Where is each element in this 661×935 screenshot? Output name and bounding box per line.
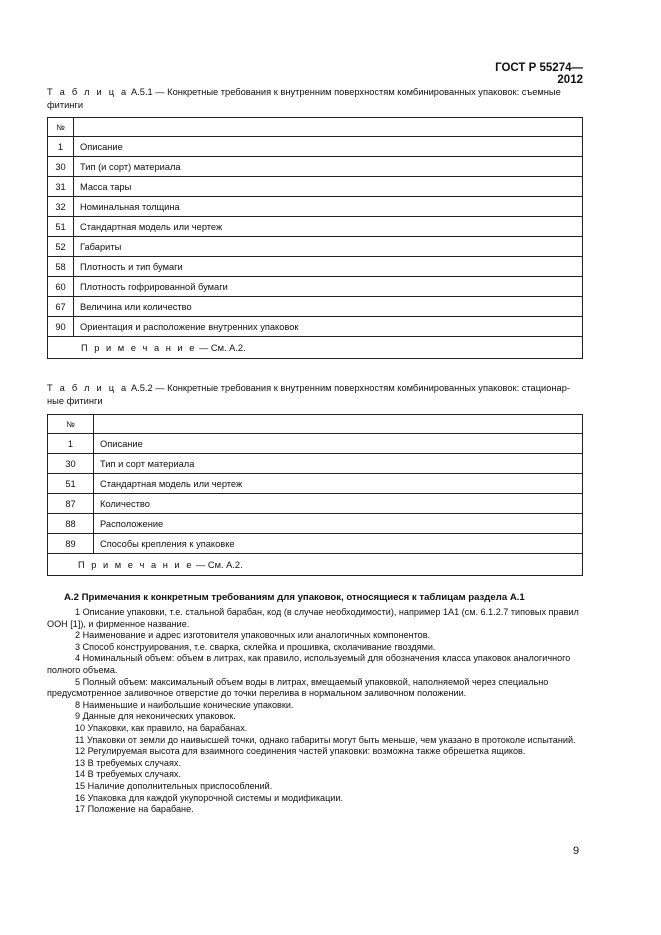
row-num: 87 [48, 494, 94, 514]
table-row [48, 454, 583, 474]
table-row [48, 237, 583, 257]
list-item: 9 Данные для неконических упаковок. [75, 711, 236, 722]
table-row [48, 277, 583, 297]
row-text: Стандартная модель или чертеж [74, 217, 583, 237]
row-num: 90 [48, 317, 74, 337]
table-row [48, 534, 583, 554]
row-text: Габариты [74, 237, 583, 257]
table-row [48, 317, 583, 337]
row-num: 58 [48, 257, 74, 277]
list-item: 15 Наличие дополнительных приспособлений. [75, 780, 273, 791]
list-item: 4 Номинальный объем: объем в литрах, как правило, используемый для обозначения класса упаковок аналогичного полного объема. [47, 653, 571, 675]
note-text: — См. А.2. [195, 559, 243, 570]
row-text: Количество [94, 494, 583, 514]
table-row [48, 177, 583, 197]
table2-col-num: № [48, 415, 94, 434]
table-row [48, 217, 583, 237]
table1-note [48, 337, 583, 359]
table-row [48, 297, 583, 317]
table2-note [48, 554, 583, 576]
table-row [48, 494, 583, 514]
table2 [47, 414, 583, 576]
row-num: 30 [48, 157, 74, 177]
list-item: 3 Способ конструирования, т.е. сварка, склейка и прошивка, сколачивание гвоздями. [75, 641, 436, 652]
table2-caption-line2: ные фитинги [47, 396, 103, 406]
row-num: 1 [48, 434, 94, 454]
table1-col-num: № [48, 118, 74, 137]
list-item: 13 В требуемых случаях. [75, 757, 181, 768]
row-num: 31 [48, 177, 74, 197]
table-row [48, 514, 583, 534]
table-row [48, 157, 583, 177]
table1 [47, 117, 583, 359]
table1-caption-line2: фитинги [47, 100, 84, 110]
list-item: 12 Регулируемая высота для взаимного соединения частей упаковки: возможна также обрешетка ящиков. [75, 746, 526, 757]
table1-caption [47, 86, 583, 112]
table2-col-desc [94, 415, 583, 434]
list-item: 5 Полный объем: максимальный объем воды в литрах, вмещаемый упаковкой, наполняемой через специально предусмотренное заливочное отверстие до точки перелива в нормальном заливочном положении. [47, 676, 549, 699]
notes-list [47, 607, 583, 816]
table-row [48, 197, 583, 217]
table1-header-row [48, 118, 583, 137]
row-text: Плотность гофрированной бумаги [74, 277, 583, 297]
row-text: Масса тары [74, 177, 583, 197]
row-num: 89 [48, 534, 94, 554]
row-num: 67 [48, 297, 74, 317]
row-text: Описание [94, 434, 583, 454]
row-num: 51 [48, 474, 94, 494]
table-row [48, 434, 583, 454]
row-num: 88 [48, 514, 94, 534]
row-text: Величина или количество [74, 297, 583, 317]
list-item: 11 Упаковки от земли до наивысшей точки, однако габариты могут быть меньше, чем указано в протоколе испытаний. [75, 734, 576, 745]
table2-caption-line1: А.5.2 — Конкретные требования к внутренним поверхностям комбинированных упаковок: стационар- [130, 383, 570, 393]
list-item: 1 Описание упаковки, т.е. стальной барабан, код (в случае необходимости), например 1А1 (см. 6.1.2.7 типовых правил ООН [1]), и фирменное название. [47, 607, 579, 629]
list-item: 10 Упаковки, как правило, на барабанах. [75, 722, 248, 733]
row-text: Тип и сорт материала [94, 454, 583, 474]
row-text: Расположение [94, 514, 583, 534]
row-text: Способы крепления к упаковке [94, 534, 583, 554]
table-row [48, 257, 583, 277]
notes-heading: А.2 Примечания к конкретным требованиям для упаковок, относящиеся к таблицам раздела А.1 [64, 592, 525, 603]
note-label: П р и м е ч а н и е [78, 559, 194, 570]
table1-col-desc [74, 118, 583, 137]
table1-caption-line1: А.5.1 — Конкретные требования к внутренним поверхностям комбинированных упаковок: съемные [130, 87, 561, 97]
table1-caption-label: Т а б л и ц а [47, 87, 129, 97]
table-row [48, 137, 583, 157]
row-num: 30 [48, 454, 94, 474]
row-text: Тип (и сорт) материала [74, 157, 583, 177]
list-item: 16 Упаковка для каждой укупорочной системы и модификации. [75, 792, 343, 803]
row-num: 60 [48, 277, 74, 297]
list-item: 2 Наименование и адрес изготовителя упаковочных или аналогичных компонентов. [75, 630, 431, 641]
row-num: 51 [48, 217, 74, 237]
note-label: П р и м е ч а н и е [81, 342, 197, 353]
table2-caption-label: Т а б л и ц а [47, 383, 129, 393]
row-num: 1 [48, 137, 74, 157]
row-text: Ориентация и расположение внутренних упаковок [74, 317, 583, 337]
note-text: — См. А.2. [198, 342, 246, 353]
list-item: 8 Наименьшие и наибольшие конические упаковки. [75, 699, 294, 710]
row-text: Стандартная модель или чертеж [94, 474, 583, 494]
row-text: Описание [74, 137, 583, 157]
table2-note-row [48, 554, 583, 576]
row-text: Плотность и тип бумаги [74, 257, 583, 277]
standard-code: ГОСТ Р 55274—2012 [495, 62, 583, 86]
row-text: Номинальная толщина [74, 197, 583, 217]
table-row [48, 474, 583, 494]
list-item: 17 Положение на барабане. [75, 804, 194, 815]
table2-caption [47, 382, 583, 408]
table2-header-row [48, 415, 583, 434]
list-item: 14 В требуемых случаях. [75, 769, 181, 780]
row-num: 32 [48, 197, 74, 217]
row-num: 52 [48, 237, 74, 257]
page-number: 9 [573, 845, 580, 857]
table1-note-row [48, 337, 583, 359]
